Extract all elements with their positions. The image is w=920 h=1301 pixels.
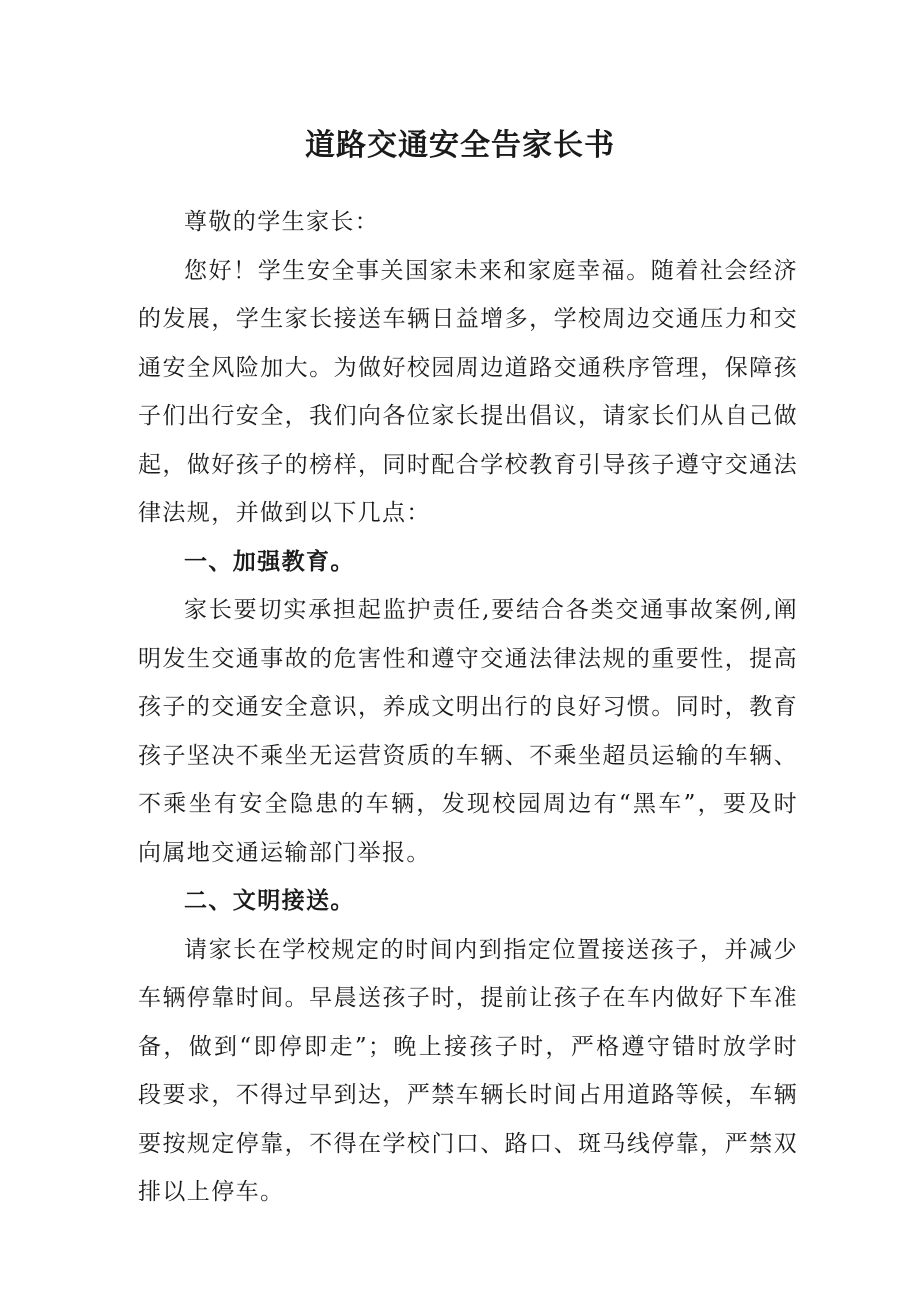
section-heading-pickup: 二、文明接送。 [184, 888, 355, 914]
document-body [138, 198, 798, 1217]
section-heading-education: 一、加强教育。 [184, 548, 355, 575]
intro-paragraph: 您好！学生安全事关国家未来和家庭幸福。随着社会经济的发展，学生家长接送车辆日益增多，学校周边交通压力和交通安全风险加大。为做好校园周边道路交通秩序管理，保障孩子们出行安全，我们向各位家长提出倡议，请家长们从自己做起，做好孩子的榜样，同时配合学校教育引导孩子遵守交通法律法规，并做到以下几点： [138, 257, 798, 526]
section-body-education: 家长要切实承担起监护责任,要结合各类交通事故案例,阐明发生交通事故的危害性和遵守交通法律法规的重要性，提高孩子的交通安全意识，养成文明出行的良好习惯。同时，教育孩子坚决不乘坐无运营资质的车辆、不乘坐超员运输的车辆、不乘坐有安全隐患的车辆，发现校园周边有“黑车”，要及时向属地交通运输部门举报。 [138, 597, 798, 866]
greeting: 尊敬的学生家长： [184, 209, 380, 235]
document-title: 道路交通安全告家长书 [305, 128, 615, 163]
section-body-pickup: 请家长在学校规定的时间内到指定位置接送孩子，并减少车辆停靠时间。早晨送孩子时，提前让孩子在车内做好下车准备，做到“即停即走”；晚上接孩子时，严格遵守错时放学时段要求，不得过早到达，严禁车辆长时间占用道路等候，车辆要按规定停靠，不得在学校门口、路口、斑马线停靠，严禁双排以上停车。 [138, 936, 798, 1205]
